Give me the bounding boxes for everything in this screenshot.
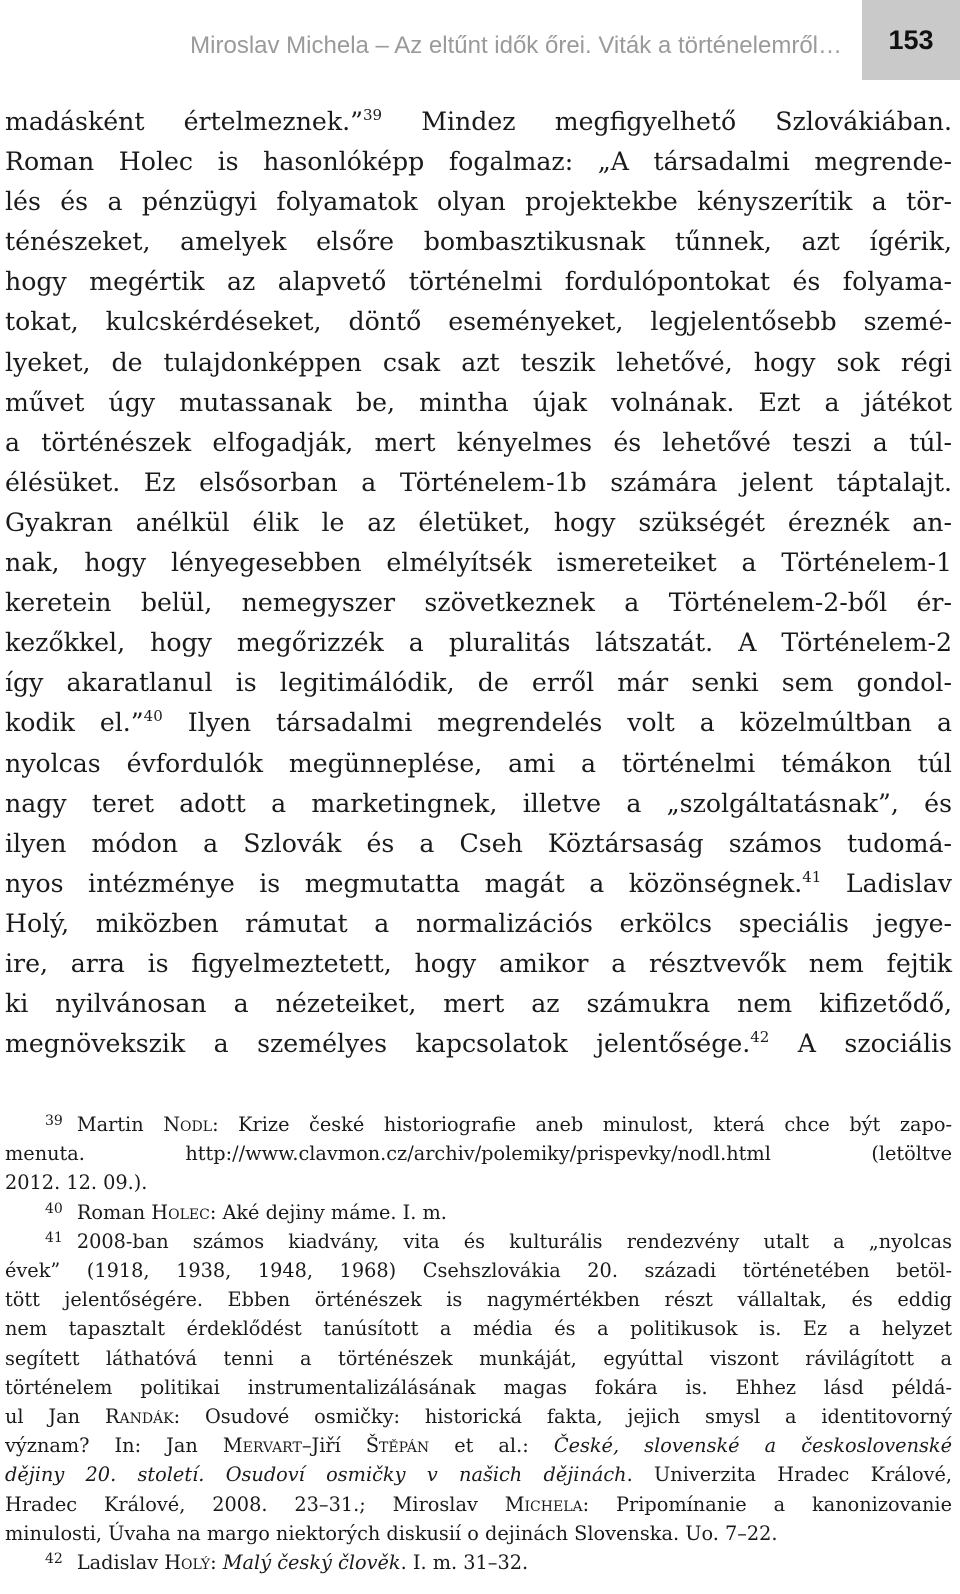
footnote-line: minulosti, Úvaha na margo niektorých diskusií o dejinách Slovenska. Uo. 7–22. — [5, 1521, 778, 1545]
footnote-line — [5, 1460, 952, 1489]
footnote-40: 40 Roman Holec: Aké dejiny máme. I. m. — [45, 1200, 447, 1224]
footnote-42: 42 Ladislav Holý: Malý český člověk. I. m. 31–32. — [45, 1551, 529, 1575]
footnote-text: –Jiří — [301, 1434, 366, 1458]
text-line: élésüket. Ez elsősorban a Történelem-1b számára jelent táptalajt. — [5, 467, 952, 497]
text-line: lés és a pénzügyi folyamatok olyan projektekbe kényszerítik a tör- — [5, 187, 952, 217]
running-head: Miroslav Michela – Az eltűnt idők őrei. Viták a történelemről… — [190, 32, 842, 59]
text-line: ténészeket, amelyek elsőre bombasztikusnak tűnnek, azt ígérik, — [5, 227, 952, 257]
footnote-ref: 41 — [802, 867, 822, 886]
footnote-ref: 42 — [750, 1028, 770, 1047]
author-name: Randák — [104, 1405, 174, 1429]
footnote-text: : Aké dejiny máme. I. m. — [209, 1200, 447, 1224]
book-title: Malý český člověk — [222, 1551, 401, 1575]
footnote-line: segített láthatóvá tenni a történészek munkáját, egyúttal viszont rávilágított a — [5, 1346, 952, 1370]
text-line: ilyen módon a Szlovák és a Cseh Köztársaság számos tudomá- — [5, 828, 952, 858]
author-name: Michela — [504, 1492, 583, 1516]
book-title: České, slovenské a československé — [553, 1434, 952, 1458]
author-name: Holec — [151, 1200, 210, 1224]
footnote-text: Martin — [76, 1113, 164, 1136]
page-header — [0, 0, 960, 80]
body-text — [5, 102, 952, 1064]
text-line: nagy teret adott a marketingnek, illetve a „szolgáltatásnak”, és — [5, 788, 952, 818]
footnote-line: tött jelentőségére. Ebben örténészek is nagymértékben részt vállaltak, és eddig — [5, 1288, 952, 1312]
footnote-text: : — [210, 1551, 223, 1575]
text-line: így akaratlanul is legitimálódik, de erről már senki sem gondol- — [5, 668, 952, 698]
text-line: nak, hogy lényegesebben elmélyítsék ismereteiket a Történelem-1 — [5, 548, 952, 578]
text-line: hogy megértik az alapvető történelmi fordulópontokat és folyama- — [5, 267, 952, 297]
text-line: nyolcas évfordulók megünneplése, ami a történelmi témákon túl — [5, 748, 952, 778]
footnote-line: történelem politikai instrumentalizálásának magas fokára is. Ehhez lásd példá- — [5, 1375, 952, 1399]
footnote-text: . Univerzita Hradec Králové, — [626, 1463, 953, 1487]
footnote-text: Roman — [76, 1200, 152, 1224]
text-line: a történészek elfogadják, mert kényelmes és lehetővé teszi a túl- — [5, 427, 952, 457]
text-line: lyeket, de tulajdonképpen csak azt teszik lehetővé, hogy sok régi — [5, 347, 952, 377]
footnote-text: Hradec Králové, 2008. 23–31.; Miroslav — [5, 1492, 505, 1516]
footnote-line: menuta. http://www.clavmon.cz/archiv/polemiky/prispevky/nodl.html (letöltve — [5, 1142, 952, 1166]
footnote-line: nem tapasztalt érdeklődést tanúsított a média és a politikusok is. Ez a helyzet — [5, 1317, 952, 1341]
footnote-line — [5, 1490, 952, 1519]
text-line: kezőkkel, hogy megőrizzék a pluralitás látszatát. A Történelem-2 — [5, 628, 952, 658]
text-line: Holý, miközben rámutat a normalizációs erkölcs speciális jegye- — [5, 908, 952, 938]
book-title: dějiny 20. století. Osudoví osmičky v našich dějinách — [5, 1463, 627, 1487]
text-line: ki nyilvánosan a nézeteiket, mert az számukra nem kifizetődő, — [5, 989, 952, 1019]
footnote-text: . I. m. 31–32. — [400, 1551, 529, 1575]
text-line: keretein belül, nemegyszer szövetkeznek a Történelem-2-ből ér- — [5, 588, 952, 618]
author-name: Holý — [164, 1551, 211, 1575]
footnote-line: 2012. 12. 09.). — [5, 1171, 148, 1195]
footnote-text: : Pripomínanie a kanonizovanie — [582, 1492, 953, 1516]
footnote-line — [5, 1431, 952, 1460]
text-line: Roman Holec is hasonlóképp fogalmaz: „A társadalmi megrende- — [5, 147, 952, 177]
footnote-line — [5, 1402, 952, 1431]
footnote-text: význam? In: Jan — [5, 1434, 223, 1458]
text-line: ire, arra is figyelmeztetett, hogy amikor a résztvevők nem fejtik — [5, 948, 952, 978]
text-line: művet úgy mutassanak be, mintha újak volnának. Ezt a játékot — [5, 387, 952, 417]
page-number: 153 — [862, 0, 960, 80]
text-line: kodik el.”$^{40}$ Ilyen társadalmi megrendelés volt a közelmúltban a — [5, 707, 952, 738]
footnote-text: Ladislav — [76, 1551, 165, 1575]
author-name: Mervart — [222, 1434, 302, 1458]
text-line: megnövekszik a személyes kapcsolatok jelentősége.$^{42}$ A szociális — [5, 1028, 952, 1059]
footnote-line: évek” (1918, 1938, 1948, 1968) Csehszlovákia 20. századi történetében betöl- — [5, 1259, 952, 1283]
author-name: Nodl — [163, 1113, 213, 1136]
footnote-text: 2008-ban számos kiadvány, vita és kulturális rendezvény utalt a „nyolcas — [76, 1229, 952, 1253]
footnote-39: 39 Martin Nodl: Krize české historiografie aneb minulost, která chce být zapo- — [45, 1113, 952, 1136]
footnote-ref: 39 — [362, 106, 383, 124]
text-line: madásként értelmeznek.”$^{39}$ Mindez megfigyelhető Szlovákiában. — [5, 106, 952, 136]
text-line: Gyakran anélkül élik le az életüket, hogy szükségét éreznék an- — [5, 507, 952, 537]
footnote-text: ul Jan — [5, 1405, 105, 1429]
footnote-text: et al.: — [429, 1434, 554, 1458]
footnote-41: 41 2008-ban számos kiadvány, vita és kulturális rendezvény utalt a „nyolcas — [45, 1229, 952, 1253]
footnotes — [5, 1110, 952, 1577]
author-name: Štěpán — [365, 1434, 430, 1458]
footnote-text: : Krize české historiografie aneb minulost, která chce být zapo- — [212, 1113, 952, 1136]
footnote-text: : Osudové osmičky: historická fakta, jejich smysl a identitovorný — [173, 1405, 952, 1429]
footnote-ref: 40 — [143, 707, 163, 726]
text-line: nyos intézménye is megmutatta magát a közönségnek.$^{41}$ Ladislav — [5, 867, 952, 898]
text-line: tokat, kulcskérdéseket, döntő eseményeket, legjelentősebb szemé- — [5, 307, 952, 337]
